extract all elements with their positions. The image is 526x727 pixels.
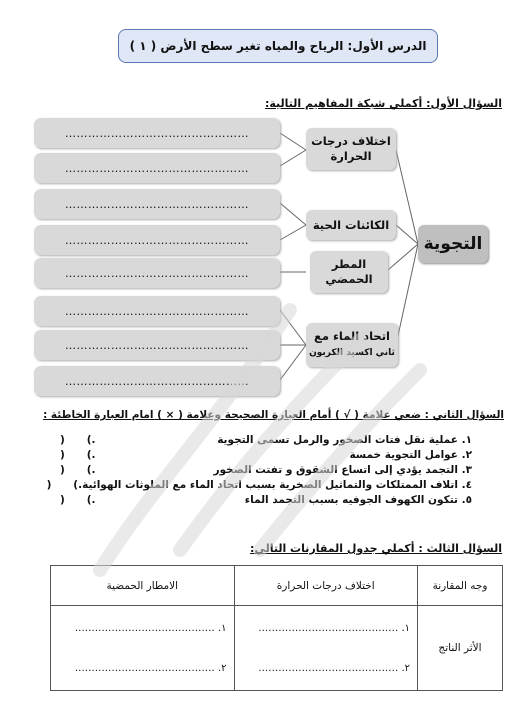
concept-line: ثاني اكسيد الكربون <box>309 348 395 358</box>
connector-line <box>280 310 306 345</box>
table-header-row <box>51 566 503 606</box>
concept-line: المطر <box>331 257 367 271</box>
connector-line <box>280 345 306 380</box>
blank-box-3[interactable]: ………………………………………… <box>34 189 280 219</box>
concept-water-co2 <box>306 323 398 367</box>
tf-statement: ١. عملية نقل فتات الصخور والرمل تسمى التجوية <box>217 434 472 446</box>
answer-line[interactable]: ١. …………………………………… <box>74 622 227 634</box>
connector-line <box>280 225 306 240</box>
lesson-title: الدرس الأول: الرياح والمياه تغير سطح الأرض ( ١ ) <box>118 29 438 63</box>
header-temperature-difference: اختلاف درجات الحرارة <box>234 566 418 606</box>
connector-line <box>280 203 306 225</box>
answer-parens[interactable]: ) (. <box>60 434 96 446</box>
header-comparison-aspect: وجه المقارنة <box>418 566 503 606</box>
answer-parens[interactable]: ) (. <box>60 449 96 461</box>
question-1-title: السؤال الأول: أكملي شبكة المفاهيم التالية: <box>264 97 502 110</box>
tf-item-2 <box>60 448 472 462</box>
tf-statement: ٤. اتلاف الممتلكات والتماثيل الصخرية بسبب اتحاد الماء مع الملوثات الهوائية <box>82 479 472 491</box>
comparison-table <box>50 565 503 691</box>
answer-line[interactable]: ٢. …………………………………… <box>258 662 410 674</box>
concept-line: الكائنات الحية <box>312 217 390 232</box>
header-acid-rain: الامطار الحمضية <box>51 566 235 606</box>
blank-box-8[interactable]: ………………………………………… <box>34 366 280 396</box>
question-3-title: السؤال الثالث : أكملي جدول المقارنات التالي: <box>250 542 502 555</box>
connector-line <box>396 150 418 244</box>
concept-line: اتحاد الماء مع <box>314 329 390 343</box>
tf-item-5 <box>60 493 472 507</box>
connector-line <box>280 133 306 150</box>
blank-box-5[interactable]: ………………………………………… <box>34 258 280 288</box>
blank-box-6[interactable]: ………………………………………… <box>34 296 280 326</box>
blank-box-2[interactable]: ………………………………………… <box>34 153 280 183</box>
table-row <box>51 606 503 691</box>
tf-statement: ٥. تتكون الكهوف الجوفيه بسبب التجمد الماء <box>244 494 472 506</box>
tf-item-1 <box>60 433 472 447</box>
tf-statement: ٣. التجمد يؤدي إلى اتساع الشقوق و تفتت الصخور <box>213 464 472 476</box>
main-concept-weathering: التجوية <box>418 225 488 263</box>
tf-item-3 <box>60 463 472 477</box>
blank-box-7[interactable]: ………………………………………… <box>34 330 280 360</box>
tf-statement: ٢. عوامل التجوية خمسة <box>349 449 472 461</box>
concept-acid-rain <box>310 251 388 293</box>
answer-cell-temperature[interactable] <box>234 606 418 691</box>
concept-line: اختلاف درجات <box>311 134 391 148</box>
tf-item-4 <box>46 478 472 492</box>
row-label-effect: الأثر الناتج <box>418 606 503 691</box>
concept-temperature <box>306 128 396 170</box>
concept-line: الحرارة <box>330 149 372 163</box>
concept-line: الحمضي <box>325 272 373 286</box>
answer-parens[interactable]: ) (. <box>60 464 96 476</box>
concept-living-things <box>306 210 396 240</box>
blank-box-4[interactable]: ………………………………………… <box>34 225 280 255</box>
answer-parens[interactable]: ) (. <box>46 479 83 491</box>
answer-parens[interactable]: ) (. <box>60 494 96 506</box>
answer-line[interactable]: ١. …………………………………… <box>258 622 410 634</box>
question-2-title: السؤال الثاني : ضعي علامة ( √ ) أمام العبارة الصحيحة وعلامة ( × ) امام العبارة الخاطئة : <box>43 409 504 421</box>
connector-line <box>280 150 306 166</box>
answer-line[interactable]: ٢. …………………………………… <box>74 662 227 674</box>
blank-box-1[interactable]: ………………………………………… <box>34 118 280 148</box>
answer-cell-acid-rain[interactable] <box>51 606 235 691</box>
connector-line <box>396 244 418 345</box>
